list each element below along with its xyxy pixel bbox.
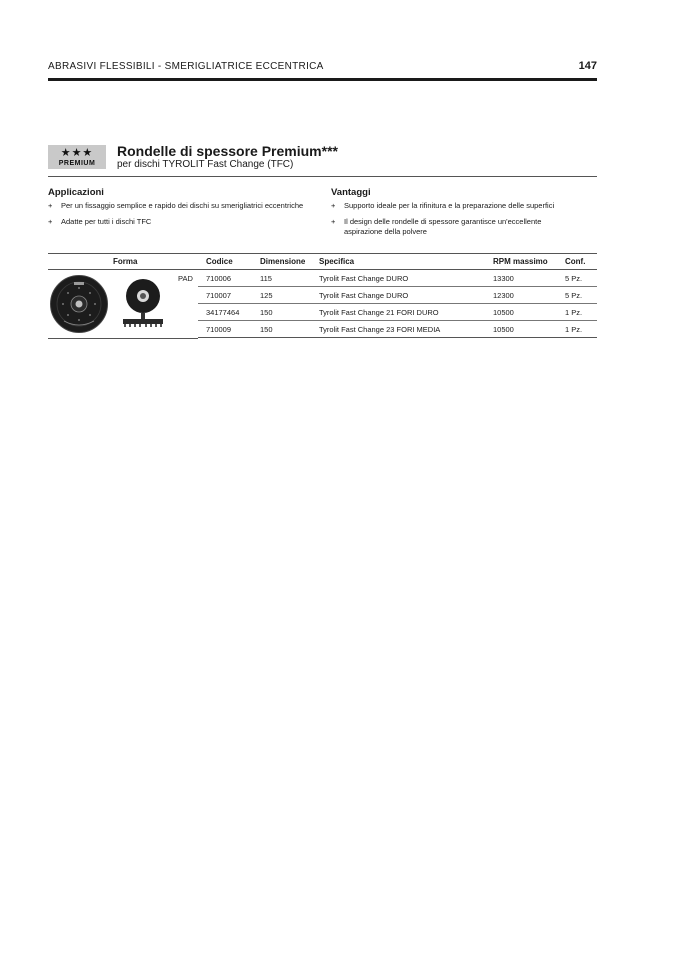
- cell-specifica: Tyrolit Fast Change 21 FORI DURO: [319, 308, 439, 317]
- cell-codice: 710006: [206, 274, 232, 283]
- table-top-rule: [48, 253, 597, 254]
- cell-rpm: 13300: [493, 274, 514, 283]
- th-rpm: RPM massimo: [493, 257, 548, 266]
- cell-conf: 5 Pz.: [565, 274, 583, 283]
- applicazioni-list: [48, 201, 328, 233]
- pad-side-image: [120, 278, 166, 330]
- table-row: [198, 321, 597, 338]
- th-conf: Conf.: [565, 257, 586, 266]
- cell-conf: 5 Pz.: [565, 291, 583, 300]
- th-forma: Forma: [113, 257, 138, 266]
- cell-dimensione: 115: [260, 274, 272, 283]
- cell-codice: 34177464: [206, 308, 240, 317]
- cell-conf: 1 Pz.: [565, 325, 583, 334]
- premium-label: PREMIUM: [58, 160, 96, 167]
- th-codice: Codice: [206, 257, 233, 266]
- product-title: Rondelle di spessore Premium***: [117, 143, 338, 159]
- table-bottom-rule: [48, 338, 198, 339]
- cell-dimensione: 150: [260, 308, 273, 317]
- plus-icon: +: [48, 201, 53, 210]
- product-subtitle: per dischi TYROLIT Fast Change (TFC): [117, 159, 294, 170]
- th-dimensione: Dimensione: [260, 257, 306, 266]
- premium-badge: [48, 145, 106, 169]
- cell-codice: 710007: [206, 291, 232, 300]
- th-specifica: Specifica: [319, 257, 355, 266]
- table-row: [198, 270, 597, 287]
- table-row: [198, 287, 597, 304]
- stars-icon: ★★★: [60, 147, 94, 159]
- shape-label: PAD: [178, 274, 193, 283]
- cell-rpm: 10500: [493, 308, 514, 317]
- list-item: + Supporto ideale per la rifinitura e la preparazione delle superfici: [331, 201, 555, 210]
- cell-specifica: Tyrolit Fast Change DURO: [319, 274, 409, 283]
- list-item: + Il design delle rondelle di spessore garantisce un'eccellente aspirazione della polvere: [331, 217, 542, 236]
- page-number: 147: [578, 60, 597, 72]
- cell-codice: 710009: [206, 325, 232, 334]
- page-header: [48, 60, 597, 81]
- vantaggi-heading: Vantaggi: [331, 187, 371, 198]
- cell-conf: 1 Pz.: [565, 308, 583, 317]
- plus-icon: +: [48, 217, 53, 226]
- section-title: ABRASIVI FLESSIBILI - SMERIGLIATRICE ECCENTRICA: [48, 61, 324, 72]
- cell-specifica: Tyrolit Fast Change DURO: [319, 291, 409, 300]
- cell-dimensione: 125: [260, 291, 273, 300]
- title-divider: [48, 176, 597, 177]
- cell-rpm: 10500: [493, 325, 514, 334]
- cell-rpm: 12300: [493, 291, 514, 300]
- list-item: + Per un fissaggio semplice e rapido dei dischi su smerigliatrici eccentriche: [48, 201, 304, 210]
- pad-front-image: [50, 275, 108, 333]
- vantaggi-list: [331, 201, 581, 243]
- plus-icon: +: [331, 217, 336, 226]
- table-row: [198, 304, 597, 321]
- applicazioni-heading: Applicazioni: [48, 187, 104, 198]
- cell-dimensione: 150: [260, 325, 273, 334]
- plus-icon: +: [331, 201, 336, 210]
- cell-specifica: Tyrolit Fast Change 23 FORI MEDIA: [319, 325, 441, 334]
- list-item: + Adatte per tutti i dischi TFC: [48, 217, 152, 226]
